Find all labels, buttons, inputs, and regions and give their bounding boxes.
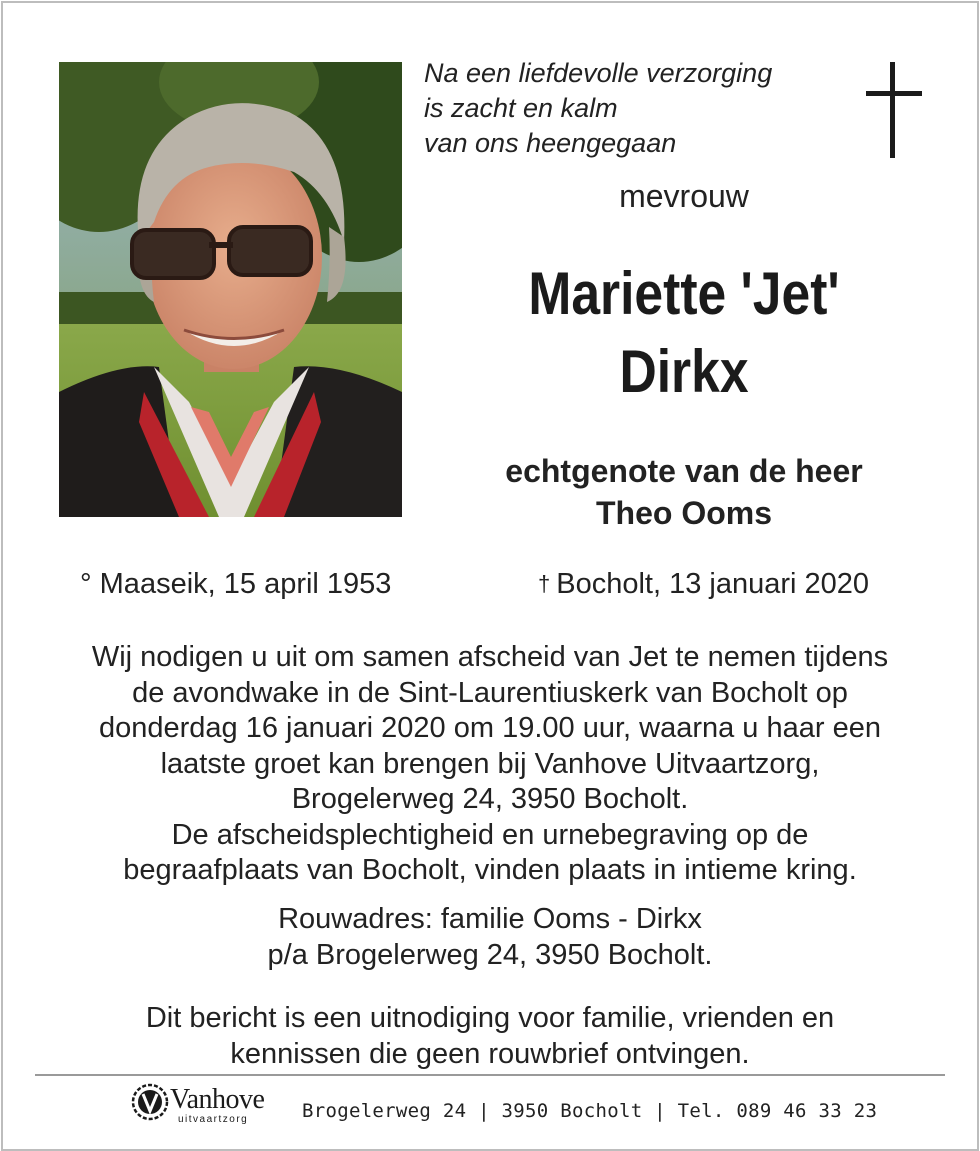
address-line: p/a Brogelerweg 24, 3950 Bocholt. <box>267 938 713 971</box>
invitation-line: begraafplaats van Bocholt, vinden plaats in intieme kring. <box>123 854 857 886</box>
dagger-icon: † <box>538 571 551 596</box>
footer-divider <box>35 1074 945 1076</box>
cross-icon <box>866 62 922 158</box>
note-line: kennissen die geen rouwbrief ontvingen. <box>230 1037 750 1070</box>
logo-name: Vanhove <box>170 1084 265 1115</box>
name-line: Mariette 'Jet' <box>528 260 840 327</box>
death-info <box>538 568 869 601</box>
spouse-line: echtgenote van de heer <box>505 453 863 489</box>
deceased-name <box>460 255 907 411</box>
footer-contact: Brogelerweg 24 | 3950 Bocholt | Tel. 089 46 33 23 <box>302 1100 878 1122</box>
invitation-line: donderdag 16 januari 2020 om 19.00 uur, waarna u haar een <box>99 712 881 744</box>
verse-line: Na een liefdevolle verzorging <box>424 58 773 88</box>
birth-info: ° Maaseik, 15 april 1953 <box>80 568 392 600</box>
verse <box>424 56 844 161</box>
mourning-address <box>30 902 950 973</box>
invitation-line: laatste groet kan brengen bij Vanhove Uitvaartzorg, <box>160 747 820 780</box>
address-line: Rouwadres: familie Ooms - Dirkx <box>278 903 702 935</box>
invitation-line: Wij nodigen u uit om samen afscheid van Jet te nemen tijdens <box>91 641 889 673</box>
spouse <box>424 450 944 534</box>
vanhove-logo <box>128 1080 298 1130</box>
vanhove-logo-icon <box>130 1082 170 1122</box>
notice-note <box>30 1001 950 1072</box>
invitation-text <box>30 640 950 889</box>
invitation-line: Brogelerweg 24, 3950 Bocholt. <box>291 783 689 815</box>
logo-subtitle: uitvaartzorg <box>178 1114 249 1125</box>
title-word: mevrouw <box>619 178 749 214</box>
invitation-line: de avondwake in de Sint-Laurentiuskerk van Bocholt op <box>132 676 848 709</box>
portrait-photo <box>59 62 402 517</box>
invitation-line: De afscheidsplechtigheid en urnebegraving op de <box>171 818 809 851</box>
verse-line: van ons heengegaan <box>424 128 677 158</box>
note-line: Dit bericht is een uitnodiging voor familie, vrienden en <box>145 1002 835 1034</box>
spouse-line: Theo Ooms <box>595 495 772 531</box>
verse-line: is zacht en kalm <box>424 93 618 123</box>
death-text: Bocholt, 13 januari 2020 <box>556 568 870 600</box>
name-line: Dirkx <box>619 338 749 405</box>
